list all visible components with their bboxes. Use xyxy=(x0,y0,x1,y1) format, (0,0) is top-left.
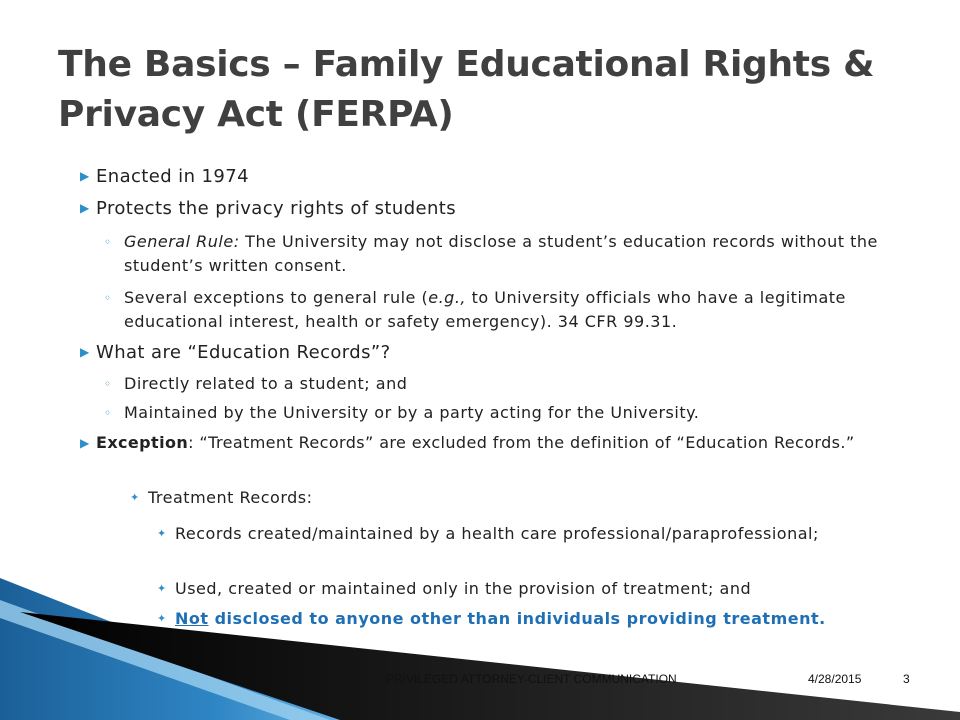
subbullet-not-disclosed: ✦ Not disclosed to anyone other than individuals providing treatment. xyxy=(157,609,826,628)
subbullet-treatment-records: ✦ Treatment Records: xyxy=(130,486,890,510)
subbullet-directly-related: ◦ Directly related to a student; and xyxy=(104,372,904,396)
arrow-right-triangle-icon: ▶ xyxy=(80,436,90,450)
bullet-enacted: ▶ Enacted in 1974 xyxy=(80,166,249,187)
exception-label: Exception xyxy=(96,433,189,452)
bullet-exception: ▶ Exception: “Treatment Records” are excluded from the definition of “Education Records.” xyxy=(80,431,910,455)
bullet-what-are-records: ▶ What are “Education Records”? xyxy=(80,342,391,363)
page-number: 3 xyxy=(903,672,910,686)
arrow-right-triangle-icon: ▶ xyxy=(80,201,90,215)
general-rule-label: General Rule: xyxy=(124,232,240,251)
small-star-icon: ✦ xyxy=(130,491,140,504)
bullet-protects: ▶ Protects the privacy rights of students xyxy=(80,198,457,219)
small-star-icon: ✦ xyxy=(157,612,167,625)
arrow-right-triangle-icon: ▶ xyxy=(80,345,90,359)
small-star-icon: ✦ xyxy=(157,527,167,540)
open-circle-icon: ◦ xyxy=(104,406,112,420)
slide-title: The Basics – Family Educational Rights & Privacy Act (FERPA) xyxy=(58,44,875,135)
small-star-icon: ✦ xyxy=(157,582,167,595)
footer-confidential: PRIVILEGED ATTORNEY-CLIENT COMMUNICATION xyxy=(386,672,677,686)
footer-date: 4/28/2015 xyxy=(808,672,862,686)
subbullet-records-created: ✦ Records created/maintained by a health care professional/paraprofessional; xyxy=(157,524,819,543)
subbullet-maintained: ◦ Maintained by the University or by a party acting for the University. xyxy=(104,401,904,425)
subbullet-used-created: ✦ Used, created or maintained only in the provision of treatment; and xyxy=(157,579,752,598)
subbullet-general-rule: ◦ General Rule: The University may not disclose a student’s education records without the student’s written consent. xyxy=(104,232,878,275)
arrow-right-triangle-icon: ▶ xyxy=(80,169,90,183)
open-circle-icon: ◦ xyxy=(104,377,112,391)
open-circle-icon: ◦ xyxy=(104,291,112,305)
open-circle-icon: ◦ xyxy=(104,235,112,249)
subbullet-exceptions: ◦ Several exceptions to general rule (e.g., to University officials who have a legitimate educational interest, health or safety emergency). 34 CFR 99.31. xyxy=(104,288,846,331)
